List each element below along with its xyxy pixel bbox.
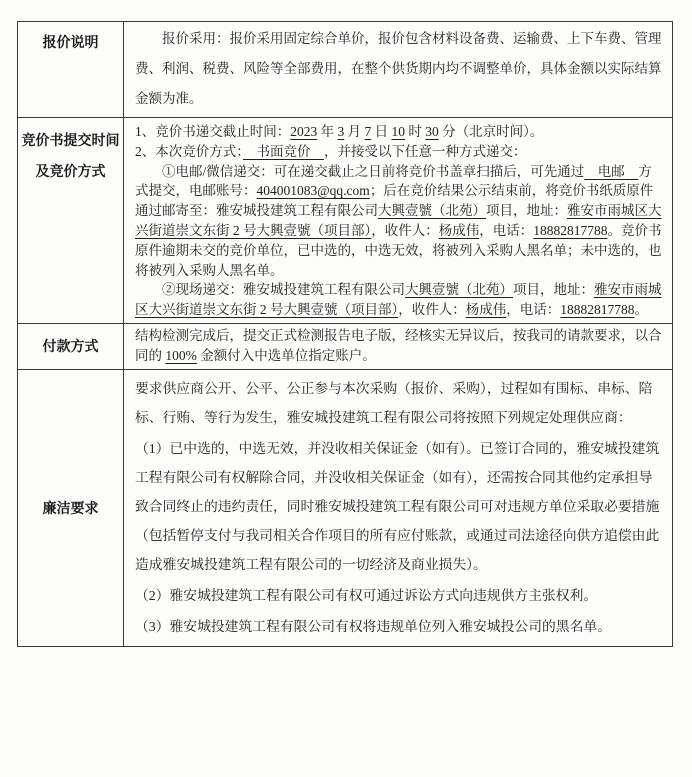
text: 要求供应商公开、公平、公正参与本次采购（报价、采购），过程如有围标、串标、陪标、行贿、等行为发生，雅安城投建筑工程有限公司将按照下列规定处理供应商：: [135, 380, 653, 425]
row-content-quotation-notes: [124, 22, 673, 118]
text: 月: [344, 124, 365, 139]
text: ，并接受以下任意一种方式递交：: [324, 143, 527, 159]
underlined-text: 18882817788: [560, 302, 635, 318]
text: ，收件人：: [371, 222, 439, 238]
row-header-quotation-notes: 报价说明: [18, 22, 124, 118]
row-content-bid-submission-time-and-method: [124, 118, 673, 324]
text: 。竞价书原件逾期未交的竞价单位，已中选的，中选无效，将被列入采购人黑名单；未中选的，也将被列入采购人黑名单。: [135, 222, 662, 278]
underlined-text: 10: [391, 124, 405, 139]
text: ，电话：: [506, 302, 561, 318]
text: 项目，地址：: [486, 203, 567, 219]
paragraph: [135, 122, 662, 142]
text: 1、竞价书递交截止时间：: [135, 124, 291, 139]
text: ①电邮/微信递交：可在递交截止之日前将竞价书盖章扫描后，可先通过: [162, 163, 585, 179]
paragraph: [135, 434, 662, 579]
table-row-bid-submission-time-and-method: [18, 118, 673, 324]
text: ；后在竞价结果公示结束前，将竞价书纸质原件通过邮寄至：雅安城投建筑工程有限公司: [135, 183, 654, 219]
paragraph: [135, 612, 662, 641]
row-content-payment-method: [124, 323, 673, 369]
text: 时: [405, 124, 426, 139]
underlined-text: 2023: [290, 124, 318, 139]
procurement-info-table: [17, 21, 673, 647]
table-row-integrity-requirements: [18, 369, 673, 646]
underlined-text: 大興壹號（北苑）: [405, 282, 513, 298]
row-header-payment-method: 付款方式: [18, 323, 124, 369]
underlined-text: 30: [425, 124, 439, 139]
paragraph: [135, 280, 662, 320]
text: ，收件人：: [398, 302, 466, 318]
underlined-text: 电邮: [584, 163, 639, 179]
text: 年: [317, 124, 338, 139]
underlined-text: 18882817788: [533, 222, 608, 238]
text: 分（北京时间）。: [438, 124, 544, 139]
row-header-integrity-requirements: 廉洁要求: [18, 369, 124, 646]
underlined-text: 100%: [165, 347, 197, 363]
text: （2）雅安城投建筑工程有限公司有权可通过诉讼方式向违规供方主张权利。: [135, 587, 598, 603]
text: 方式提交，电邮账号：: [135, 163, 652, 199]
underlined-text: 雅安市雨城区大兴街道崇文东街 2 号大興壹號（项目部）: [135, 203, 662, 238]
text: ②现场递交：雅安城投建筑工程有限公司: [162, 282, 405, 298]
table-row-quotation-notes: [18, 22, 673, 118]
underlined-text: 大興壹號（北苑）: [378, 203, 486, 219]
text: 报价采用：报价采用固定综合单价，报价包含材料设备费、运输费、上下车费、管理费、利润、税费、风险等全部费用，在整个供货期内均不调整单价，具体金额以实际结算金额为准。: [135, 31, 662, 106]
underlined-text: 3: [337, 124, 345, 139]
underlined-text: 书面竞价: [243, 143, 324, 159]
paragraph: [135, 581, 662, 610]
text: 日: [371, 124, 392, 139]
procurement-info-table-body: [18, 22, 673, 647]
paragraph: [135, 326, 662, 366]
text: 结构检测完成后，提交正式检测报告电子版，经核实无异议后，按我司的请款要求，以合同的: [135, 327, 662, 363]
row-header-bid-submission-time-and-method: 竞价书提交时间 及竞价方式: [18, 118, 124, 324]
text: （3）雅安城投建筑工程有限公司有权将违规单位列入雅安城投公司的黑名单。: [135, 618, 611, 634]
table-row-payment-method: [18, 323, 673, 369]
underlined-text: 雅安市雨城区大兴街道崇文东街 2 号大興壹號（项目部）: [135, 282, 662, 318]
paragraph: [135, 142, 662, 162]
paragraph: [135, 24, 662, 114]
text: 。: [634, 302, 648, 318]
underlined-text: 杨成伟: [465, 302, 507, 318]
text: 2、本次竞价方式：: [135, 143, 243, 159]
underlined-text: 杨成伟: [438, 222, 480, 238]
row-content-integrity-requirements: [124, 369, 673, 646]
text: ，电话：: [479, 222, 534, 238]
paragraph: [135, 162, 662, 281]
underlined-text: 404001083@qq.com: [256, 183, 370, 199]
text: 金额付入中选单位指定账户。: [196, 347, 376, 363]
text: 项目，地址：: [513, 282, 594, 298]
text: （1）已中选的，中选无效，并没收相关保证金（如有）。已签订合同的，雅安城投建筑工程有限公司有权解除合同，并没收相关保证金（如有），还需按合同其他约定承担导致合同终止的违约责任，同时雅安城投建筑工程有限公司可对违规方单位采取必要措施（包括暂停支付与我司相关合作项目的所有应付账款，或通过司法途径向供方追偿由此造成雅安城投建筑工程有限公司的一切经济及商业损失）。: [135, 440, 660, 572]
paragraph: [135, 374, 662, 432]
underlined-text: 7: [364, 124, 372, 139]
